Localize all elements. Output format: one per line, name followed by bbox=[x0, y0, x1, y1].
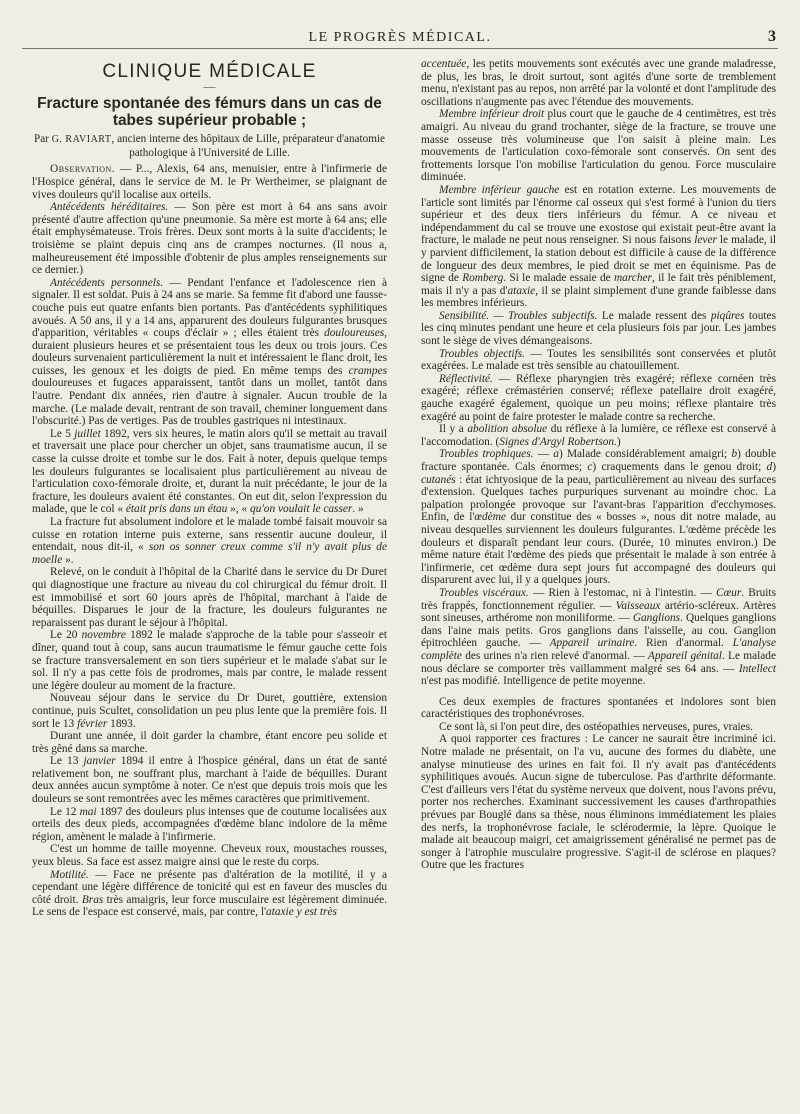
paragraph-text: — P..., Alexis, 64 ans, menuisier, entre à l'infirmerie de l'Hospice général, dans le service de M. le Pr Wertheimer, se plaignant de vives douleurs qu'il localise aux orteils. bbox=[32, 163, 387, 201]
paragraph-may-1897 bbox=[32, 806, 387, 844]
paragraph-text: 1894 il entre à l'hospice général, dans un état de santé relativement bon, ne souffrant plus, marchant à l'aide de béquilles. Durant deux années aucun symptôme à noter. Ce n'est que depuis trois mois que les douleurs se sont remontrées avec les mêmes caractères que primitivement. bbox=[32, 755, 388, 806]
paragraph-lead: Réflectivité. bbox=[439, 372, 493, 385]
running-header bbox=[22, 28, 778, 49]
emphasis: janvier bbox=[83, 755, 116, 768]
paragraph-hospice-entry bbox=[32, 755, 387, 805]
emphasis: L'analyse complète bbox=[421, 637, 776, 662]
paragraph-text: — Son père est mort à 64 ans sans avoir présenté d'autre affection qu'une pneumonie. Sa mère est morte à 64 ans; elle était emphysémateuse. Trois frères. Deux sont morts à la suite d'accidents; le troisième se plaint depuis cinq ans de crampes nocturnes. (Il nous a, malheureusement été impossible d'obtenir de plus amples renseignements sur ce dernier.) bbox=[32, 201, 388, 277]
paragraph-lead: Troubles viscéraux. bbox=[439, 586, 529, 599]
journal-title: LE PROGRÈS MÉDICAL. bbox=[308, 30, 492, 45]
paragraph-lead: Troubles objectifs. bbox=[439, 347, 525, 360]
paragraph-observation bbox=[32, 163, 387, 201]
emphasis: abolition absolue bbox=[467, 423, 548, 436]
emphasis: Cœur bbox=[716, 586, 742, 599]
emphasis: Intellect bbox=[738, 662, 776, 675]
paragraph-painless bbox=[32, 516, 387, 566]
author-name: G. RAVIART bbox=[51, 134, 112, 146]
paragraph-text: », « bbox=[227, 503, 251, 516]
paragraph-text: ) double fracture spontanée. Cals énormes; bbox=[421, 448, 776, 473]
paragraph-text: Nouveau séjour dans le service du Dr Duret, gouttière, extension continue, puis Scultet, consolidation un peu plus lente que la première fois. Il sort le 13 bbox=[32, 692, 387, 730]
paragraph-reflexes bbox=[421, 373, 776, 423]
paragraph-lead: Observation. bbox=[50, 163, 116, 176]
section-title: CLINIQUE MÉDICALE bbox=[102, 61, 317, 82]
paragraph-new-stay bbox=[32, 692, 387, 730]
emphasis: lever bbox=[694, 234, 717, 247]
paragraph-visceral bbox=[421, 587, 776, 688]
emphasis: cutanés bbox=[421, 473, 456, 486]
emphasis: douloureuses bbox=[324, 327, 385, 340]
paragraph-text: ) Malade considérablement amaigri; bbox=[558, 448, 732, 461]
paragraph-text: . » bbox=[352, 503, 364, 516]
byline-prefix: Par bbox=[33, 133, 52, 146]
paragraph-trophic bbox=[421, 448, 776, 587]
paragraph-text: La fracture fut absolument indolore et le malade tombé faisait mouvoir sa cuisse en rotation interne puis externe, sans ressentir aucune douleur, il entendait, nous dit-il, « bbox=[32, 516, 387, 554]
paragraph-text: est en rotation externe. Les mouvements de l'article sont limités par l'énorme cal osseux qui s'est formé à l'union du tiers supérieur et des deux tiers inférieurs du fémur. A ce niveau et indépendamment du cal se trouve une exostose qui existait peut-être avant la fracture, le malade ne peut nous renseigner. Si nous faisons bbox=[421, 183, 776, 247]
paragraph-text: Le 12 bbox=[50, 805, 80, 818]
section-gap bbox=[421, 688, 776, 696]
paragraph-text: : état ichtyosique de la peau, particulièrement au niveau des surfaces d'extension. Quelques taches purpuriques survenant au moindre choc. La palpation prolongée provoque sur l'avant-bras l'apparition d'ecchymoses. Enfin, de l' bbox=[421, 473, 776, 524]
paragraph-right-leg bbox=[421, 108, 776, 184]
emphasis: son os sonner creux comme s'il n'y avait plus de moelle bbox=[32, 541, 387, 566]
paragraph-text: très amaigris, leur force musculaire est légèrement diminuée. Le sens de l'espace est conservé, mais, par contre, l' bbox=[32, 893, 388, 919]
paragraph-text: — Réflexe pharyngien très exagéré; réflexe cornéen très exagéré; réflexe crémastérien conservé; réflexe patellaire droit exagéré, gauche exagéré également, quoique un peu moins; réflexe plantaire très exagéré au point de faire protester le malade contre sa recherche. bbox=[421, 372, 776, 423]
paragraph-lead: Sensibilité. — Troubles subjectifs. bbox=[439, 309, 598, 322]
paragraph-text: — Toutes les sensibilités sont conservées et plutôt exagérées. Le malade est très sensible au chatouillement. bbox=[421, 347, 776, 373]
paragraph-description: C'est un homme de taille moyenne. Cheveux roux, moustaches rousses, yeux bleus. Sa face est assez maigre ainsi que le reste du corps. bbox=[32, 843, 387, 869]
paragraph-text: . Rien d'anormal. bbox=[634, 637, 733, 650]
paragraph-lead: Membre inférieur droit bbox=[439, 108, 545, 121]
paragraph-text: Le 20 bbox=[50, 629, 82, 642]
emphasis: mai bbox=[79, 805, 97, 818]
paragraph-text: douloureuses et fugaces apparaissent, tantôt dans un mollet, tantôt dans l'autre. Pendant dix années, rien d'autre à signaler. Aucun trouble de la marche. (Le malade devait, rentrant de son travail, cheminer longuement dans l'obscurité.) Pas de vertiges. Pas de troubles gastriques ni intestinaux. bbox=[32, 377, 387, 428]
paragraph-continued bbox=[421, 58, 776, 108]
paragraph-text: 1893. bbox=[107, 717, 136, 730]
paragraph-text: Le 13 bbox=[50, 755, 84, 768]
paragraph-hereditary bbox=[32, 201, 387, 277]
paragraph-text: — bbox=[533, 448, 554, 461]
paragraph-text: — Face ne présente pas d'altération de la motilité, il y a cependant une légère différence de tonicité qui est en faveur des muscles du côté droit. bbox=[32, 868, 387, 906]
paragraph-text: ) bbox=[772, 461, 776, 473]
paragraph-text: le malade, il y parvient difficilement, la station debout est difficile à cause de la différence de longueur des deux membres, le pied droit se met en équinisme. Pas de signe de bbox=[421, 234, 776, 285]
paragraph-hospital: Relevé, on le conduit à l'hôpital de la Charité dans le service du Dr Duret qui diagnostique une fracture au niveau du col chirurgical du fémur droit. Il est immobilisé et sort 60 jours après de l'hôpital, marchant à l'aide de béquilles. Disparues le jour de la fracture, les douleurs fulgurantes ne reparaissent pas durant le séjour à l'hôpital. bbox=[32, 566, 387, 629]
paragraph-text: 1892, vers six heures, le matin alors qu'il se mettait au travail et traversait une place pour chercher un objet, sans traumatisme aucun, il se casse la cuisse droite et tombe sur le dos. Fait à noter, depuis quelque temps les douleurs fulgurantes se localisaient plus particulièrement au niveau de l'articulation coxo-fémorale droite, et, durant la nuit précédante, le jour de la fracture, les douleurs avaient été constantes. On eut dit, selon l'expression du malade, que le col « bbox=[32, 427, 387, 516]
emphasis: ataxie bbox=[507, 284, 536, 297]
emphasis: Appareil génital bbox=[647, 649, 722, 662]
paragraph-text: ) craquements dans le genou droit; bbox=[592, 461, 767, 473]
paragraph-text: toutes les cinq minutes pendant une heure et cela plusieurs fois par jour. Les jambes sont le siège de vives démangeaisons. bbox=[421, 309, 776, 348]
emphasis: était pris dans un étau bbox=[125, 503, 228, 516]
emphasis: ataxie y est très bbox=[266, 906, 337, 919]
paragraph-text: . Bruits très frappés, fonctionnement régulier. — bbox=[421, 586, 776, 612]
paragraph-text: ». bbox=[62, 553, 74, 566]
emphasis: novembre bbox=[81, 629, 126, 642]
emphasis: d bbox=[766, 461, 773, 473]
paragraph-text: Il y a bbox=[439, 423, 468, 436]
emphasis: c bbox=[587, 461, 593, 473]
paragraph-sensibility bbox=[421, 310, 776, 348]
emphasis: Appareil urinaire bbox=[549, 637, 635, 650]
paragraph-left-leg bbox=[421, 184, 776, 310]
left-column bbox=[32, 58, 387, 919]
paragraph-text: artério-scléreux. Artères sont sineuses, arthérome non moniliforme. — bbox=[421, 599, 777, 625]
emphasis: Signes d'Argyl Robertson. bbox=[499, 435, 617, 448]
paragraph-text: — Pendant l'enfance et l'adolescence rien à signaler. Il est soldat. Puis à 24 ans se marie. Sa femme fit d'abord une fausse-couche puis eut quatre enfants bien portants. Pas d'antécédents syphilitiques avoués. A 50 ans, il y a 14 ans, apparurent des douleurs fulgurantes brusques d'apparition, véritables « coups d'éclair » ; elles étaient très bbox=[32, 276, 387, 340]
paragraph-text: ) bbox=[616, 435, 621, 448]
section-dash: — bbox=[203, 78, 216, 93]
paragraph-text: , duraient plusieurs heures et se présentaient tous les deux ou trois jours. Ces douleurs survenaient particulièrement la nuit et intéressaient le flanc droit, les cuisses, les genoux et les doigts de pied. En même temps des bbox=[32, 327, 387, 377]
paragraph-personal bbox=[32, 277, 387, 428]
paragraph-second-fracture bbox=[32, 629, 387, 692]
paragraph-text: . Le malade nous déclare se comporter très vaillamment malgré ses 64 ans. — bbox=[421, 649, 776, 675]
paragraph-year-room: Durant une année, il doit garder la chambre, étant encore peu solide et très gêné dans sa marche. bbox=[32, 730, 387, 755]
byline bbox=[32, 133, 387, 159]
paragraph-text: dur constitue des « bosses », nous dit notre malade, au niveau desquelles surviennent les douleurs fulgurantes. L'œdème précède les douleurs et disparaît pendant leur cours. (Durée, 10 minutes environ.) De même nature était l'œdème des pieds que présentait le malade à son entrée à l'infirmerie, cet œdème dura sept jours fut accompagné des douleurs qui disparurent avec lui, il y a quelques jours. bbox=[421, 511, 777, 587]
emphasis: février bbox=[77, 717, 108, 730]
emphasis: crampes bbox=[348, 364, 387, 377]
paragraph-text: 1892 le malade s'approche de la table pour s'asseoir et dîner, quand tout à coup, sans aucun traumatisme le fémur gauche cette fois se fracture transversalement en son tiers supérieur et le malade s'abat sur le sol. Il n'y a pas cette fois de prodromes, mais par contre, le malade ressent une légère douleur au moment de la fracture. bbox=[32, 629, 388, 692]
emphasis: Ganglions bbox=[632, 612, 681, 625]
paragraph-lead: Antécédents personnels. bbox=[50, 276, 164, 289]
paragraph-text: plus court que le gauche de 4 centimètres, est très amaigri. Au niveau du grand trochanter, siège de la fracture, se trouve une masse osseuse très volumineuse que l'on saisit à pleine main. Les mouvements de l'articulation coxo-fémorale sont conservés. On sent des frottements lorsque l'on mobilise l'articulation du genou. Force musculaire diminuée. bbox=[421, 108, 776, 184]
paragraph-text: Le malade ressent des bbox=[597, 309, 711, 322]
emphasis: Bras bbox=[81, 893, 104, 906]
paragraph-discussion-1: Ces deux exemples de fractures spontanées et indolores sont bien caractéristiques des trophonévroses. bbox=[421, 695, 776, 721]
paragraph-discussion-3: A quoi rapporter ces fractures : Le cancer ne saurait être incriminé ici. Notre malade ne présentait, on l'a vu, aucune des formes du diabète, une analyse minutieuse des urines en fait foi. Il n'y avait pas d'antécédents syphilitiques avoués. Aucun signe de tuberculose. Pas d'arthrite déformante. C'est d'ailleurs vers l'état du système nerveux que doivent, nous l'avons prévu, porter nos recherches. Examinant successivement les causes d'arthropathies prévues par Bouglé dans sa thèse, nous éliminons immédiatement les plaies des nerfs, la trophonévrose faciale, le sclérodermie, la lèpre. Quoique le malade ait beaucoup maigri, cet amaigrissement généralisé ne permet pas de songer à l'atrophie musculaire progressive. S'agit-il de sclérose en plaques? Outre que les fractures bbox=[421, 733, 776, 872]
emphasis: b bbox=[731, 448, 738, 461]
paragraph-text: . Si le malade essaie de bbox=[503, 272, 614, 285]
emphasis: qu'on voulait le casser bbox=[250, 503, 353, 516]
emphasis: a bbox=[553, 448, 559, 461]
emphasis: juillet bbox=[74, 427, 101, 440]
paragraph-text: n'est pas modifié. Intelligence de petite moyenne. bbox=[421, 675, 646, 688]
paragraph-pupil bbox=[421, 423, 776, 448]
emphasis: accentuée bbox=[421, 58, 467, 70]
paragraph-text: , il se plaint simplement d'une grande faiblesse dans les membres inférieurs. bbox=[421, 284, 777, 310]
paragraph-motility bbox=[32, 869, 387, 919]
page-number: 3 bbox=[768, 28, 776, 45]
article-title: Fracture spontanée des fémurs dans un cas de tabes supérieur probable ; bbox=[37, 95, 382, 130]
paragraph-lead: Troubles trophiques. bbox=[439, 448, 534, 461]
paragraph-text: des urines n'a rien relevé d'anormal. — bbox=[461, 649, 648, 662]
paragraph-discussion-2: Ce sont là, si l'on peut dire, des ostéopathies nerveuses, pures, vraies. bbox=[439, 720, 753, 733]
paragraph-lead: Membre inférieur gauche bbox=[439, 183, 560, 196]
paragraph-text: — Rien à l'estomac, ni à l'intestin. — bbox=[528, 586, 717, 599]
paragraph-lead: Motilité. bbox=[50, 868, 89, 881]
paragraph-text: 1897 des douleurs plus intenses que de coutume localisées aux orteils des deux pieds, accompagnées d'œdème blanc indolore de la même région, amènent le malade à l'infirmerie. bbox=[32, 805, 388, 843]
right-column bbox=[421, 58, 776, 872]
emphasis: Romberg bbox=[462, 272, 504, 285]
paragraph-text: , il le fait très péniblement, mais il n'y a pas d' bbox=[421, 272, 776, 297]
paragraph-objective bbox=[421, 348, 776, 373]
paragraph-text: , les petits mouvements sont exécutés avec une grande maladresse, de plus, les bras, le droit surtout, sont agités d'une sorte de tremblement menu, n'existant pas au repos, non arrêté par la volonté et dont l'amplitude des oscillations n'augmente pas avec l'étendue des mouvements. bbox=[421, 58, 776, 108]
emphasis: marcher bbox=[613, 272, 652, 285]
author-affiliation: , ancien interne des hôpitaux de Lille, préparateur d'anatomie pathologique à l'Université de Lille. bbox=[111, 133, 385, 159]
paragraph-first-fracture bbox=[32, 428, 387, 516]
paragraph-text: du réflexe à la lumière, ce réflexe est conservé à l'accomodation. ( bbox=[421, 423, 776, 448]
emphasis: Vaisseaux bbox=[615, 599, 661, 612]
emphasis: œdème bbox=[474, 511, 506, 524]
paragraph-text: Le 5 bbox=[50, 427, 75, 440]
paragraph-text: . Quelques ganglions dans l'aine mais petits. Gros ganglions dans l'aisselle, au cou. Ganglion épitrochléen gauche. — bbox=[421, 612, 777, 650]
paragraph-lead: Antécédents héréditaires. bbox=[50, 201, 169, 214]
emphasis: piqûres bbox=[710, 309, 745, 322]
